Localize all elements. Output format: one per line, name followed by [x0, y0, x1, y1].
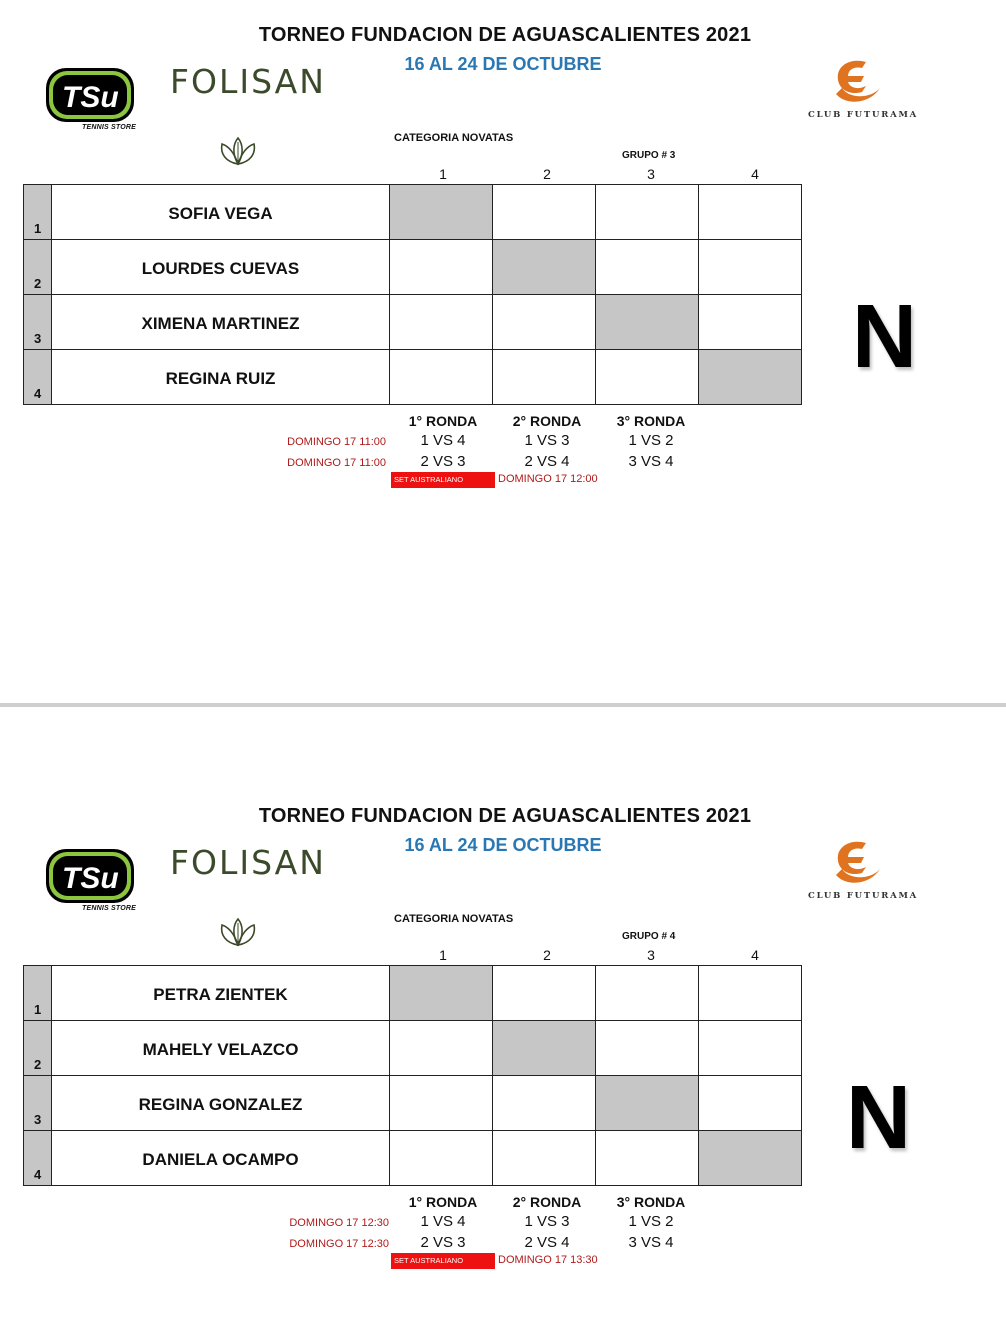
round-time: DOMINGO 17 13:30	[498, 1254, 598, 1266]
player-name: XIMENA MARTINEZ	[52, 295, 390, 350]
folisan-logo: FOLISAN	[170, 843, 326, 882]
result-cell-blocked	[699, 350, 802, 405]
column-header: 1	[439, 947, 447, 963]
round-label: 1° RONDA	[408, 413, 478, 429]
player-name: MAHELY VELAZCO	[52, 1021, 390, 1076]
result-cell-blocked	[390, 185, 493, 240]
player-number: 4	[24, 1131, 52, 1186]
match-pairing: 1 VS 4	[420, 432, 466, 449]
sheet-divider	[0, 703, 1006, 707]
match-pairing: 3 VS 4	[628, 1234, 674, 1251]
table-row	[24, 185, 802, 240]
club-futurama-text: CLUB FUTURAMA	[808, 110, 919, 120]
group-label: GRUPO # 4	[622, 931, 676, 942]
category-letter: N	[852, 287, 917, 387]
tsu-tennis-store-logo	[44, 66, 136, 124]
player-name: REGINA GONZALEZ	[52, 1076, 390, 1131]
result-cell	[699, 185, 802, 240]
column-header: 4	[751, 166, 759, 182]
match-pairing: 1 VS 2	[628, 1213, 674, 1230]
round-label: 3° RONDA	[616, 413, 686, 429]
result-cell-blocked	[596, 1076, 699, 1131]
folisan-logo: FOLISAN	[170, 62, 326, 101]
column-header: 1	[439, 166, 447, 182]
svg-text:TSu: TSu	[62, 81, 119, 114]
table-row	[24, 240, 802, 295]
result-cell	[390, 1131, 493, 1186]
result-cell	[699, 966, 802, 1021]
round-label: 1° RONDA	[408, 1194, 478, 1210]
svg-text:TSu: TSu	[62, 862, 119, 895]
result-cell	[390, 240, 493, 295]
club-futurama-logo	[828, 56, 886, 106]
match-pairing: 2 VS 3	[420, 453, 466, 470]
result-cell-blocked	[699, 1131, 802, 1186]
round-label: 2° RONDA	[512, 1194, 582, 1210]
player-name: LOURDES CUEVAS	[52, 240, 390, 295]
tsu-subtitle: TENNIS STORE	[82, 905, 137, 912]
match-pairing: 2 VS 4	[524, 453, 570, 470]
result-cell-blocked	[493, 240, 596, 295]
result-cell	[390, 295, 493, 350]
result-cell-blocked	[390, 966, 493, 1021]
match-pairing: 1 VS 3	[524, 432, 570, 449]
result-cell	[596, 350, 699, 405]
category-label: CATEGORIA NOVATAS	[394, 132, 514, 144]
round-label: 3° RONDA	[616, 1194, 686, 1210]
tsu-subtitle: TENNIS STORE	[82, 124, 137, 131]
match-time: DOMINGO 17 12:30	[289, 1238, 389, 1250]
match-pairing: 2 VS 3	[420, 1234, 466, 1251]
match-pairing: 1 VS 4	[420, 1213, 466, 1230]
result-cell	[596, 1131, 699, 1186]
result-cell-blocked	[493, 1021, 596, 1076]
match-time: DOMINGO 17 11:00	[287, 436, 386, 448]
match-time: DOMINGO 17 12:30	[289, 1217, 389, 1229]
player-name: REGINA RUIZ	[52, 350, 390, 405]
round-time: DOMINGO 17 12:00	[498, 473, 598, 485]
match-pairing: 1 VS 3	[524, 1213, 570, 1230]
set-australiano-label: SET AUSTRALIANO	[391, 1253, 495, 1269]
leaf-icon	[216, 136, 260, 166]
category-label: CATEGORIA NOVATAS	[394, 913, 514, 925]
player-name: SOFIA VEGA	[52, 185, 390, 240]
set-australiano-label: SET AUSTRALIANO	[391, 472, 495, 488]
table-row	[24, 350, 802, 405]
player-number: 3	[24, 295, 52, 350]
match-pairing: 3 VS 4	[628, 453, 674, 470]
player-number: 1	[24, 185, 52, 240]
table-row	[24, 1076, 802, 1131]
round-robin-grid	[23, 965, 802, 1186]
result-cell	[699, 295, 802, 350]
result-cell	[390, 1021, 493, 1076]
result-cell	[493, 1076, 596, 1131]
result-cell	[493, 295, 596, 350]
result-cell	[596, 240, 699, 295]
result-cell	[390, 1076, 493, 1131]
tournament-title: TORNEO FUNDACION DE AGUASCALIENTES 2021	[258, 24, 752, 46]
tournament-dates: 16 AL 24 DE OCTUBRE	[404, 54, 602, 74]
match-pairing: 1 VS 2	[628, 432, 674, 449]
player-number: 4	[24, 350, 52, 405]
player-name: PETRA ZIENTEK	[52, 966, 390, 1021]
round-label: 2° RONDA	[512, 413, 582, 429]
result-cell	[699, 1076, 802, 1131]
column-header: 3	[647, 947, 655, 963]
table-row	[24, 295, 802, 350]
player-number: 2	[24, 240, 52, 295]
result-cell	[390, 350, 493, 405]
result-cell	[699, 240, 802, 295]
column-header: 2	[543, 947, 551, 963]
table-row	[24, 966, 802, 1021]
result-cell	[596, 1021, 699, 1076]
column-header: 4	[751, 947, 759, 963]
result-cell	[596, 966, 699, 1021]
result-cell	[493, 185, 596, 240]
group-sheet-3	[0, 0, 1006, 560]
group-label: GRUPO # 3	[622, 150, 676, 161]
result-cell-blocked	[596, 295, 699, 350]
match-time: DOMINGO 17 11:00	[287, 457, 386, 469]
category-letter: N	[846, 1068, 911, 1168]
group-sheet-4	[0, 781, 1006, 1341]
player-name: DANIELA OCAMPO	[52, 1131, 390, 1186]
leaf-icon	[216, 917, 260, 947]
player-number: 3	[24, 1076, 52, 1131]
result-cell	[596, 185, 699, 240]
player-number: 2	[24, 1021, 52, 1076]
tournament-dates: 16 AL 24 DE OCTUBRE	[404, 835, 602, 855]
result-cell	[493, 350, 596, 405]
table-row	[24, 1131, 802, 1186]
column-header: 3	[647, 166, 655, 182]
result-cell	[493, 1131, 596, 1186]
table-row	[24, 1021, 802, 1076]
round-robin-grid	[23, 184, 802, 405]
tournament-title: TORNEO FUNDACION DE AGUASCALIENTES 2021	[258, 805, 752, 827]
result-cell	[699, 1021, 802, 1076]
result-cell	[493, 966, 596, 1021]
player-number: 1	[24, 966, 52, 1021]
column-header: 2	[543, 166, 551, 182]
club-futurama-text: CLUB FUTURAMA	[808, 891, 919, 901]
match-pairing: 2 VS 4	[524, 1234, 570, 1251]
club-futurama-logo	[828, 837, 886, 887]
tsu-tennis-store-logo	[44, 847, 136, 905]
